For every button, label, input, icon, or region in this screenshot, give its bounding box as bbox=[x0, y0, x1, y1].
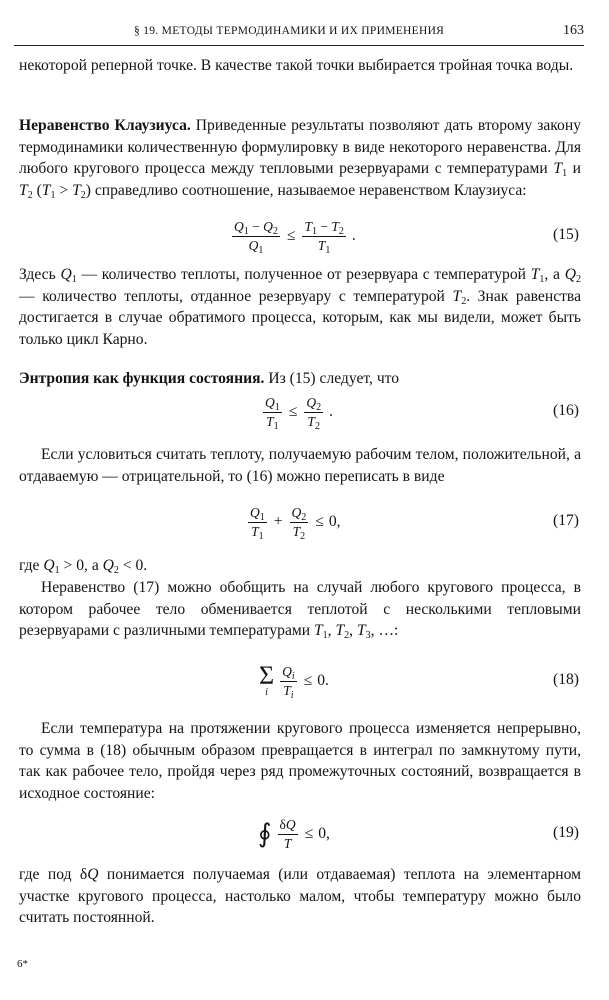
paragraph-clausius: Неравенство Клаузиуса. Приведенные результаты позволяют дать второму закону термодинамики количественную формулировку в виде некоторого неравенства. Для любого кругового процесса между тепловыми резервуарами с температурами $T_1$ и $T_2$ $(T_1 > T_2)$ справедливо соотношение, называемое неравенством Клаузиуса: bbox=[19, 117, 581, 201]
equation-18-number: (18) bbox=[553, 671, 579, 688]
header-rule bbox=[14, 45, 584, 46]
paragraph-reference-point: некоторой реперной точке. В качестве такой точки выбирается тройная точка воды. bbox=[19, 57, 574, 74]
heading-clausius: Неравенство Клаузиуса. bbox=[19, 117, 191, 134]
equation-16: $\frac{Q_1}{T_1}$ ≤ $\frac{Q_2}{T_2}$ . (16) bbox=[265, 394, 579, 432]
paragraph-sign-convention: Если условиться считать теплоту, получаемую рабочим телом, положительной, а отдаваемую — отрицательной, то (16) можно переписать в виде bbox=[19, 446, 581, 485]
equation-17: $\frac{Q_1}{T_1}$ + $\frac{Q_2}{T_2}$ ≤ 0, (17) bbox=[250, 504, 579, 542]
paragraph-delta-q: где под δQ понимается получаемая (или отдаваемая) теплота на элементарном участке кругового процесса, настолько малом, чтобы температуру можно было считать постоянной. bbox=[19, 866, 581, 927]
equation-18: Σ i $\frac{Q_i}{T_i}$ ≤ 0. (18) bbox=[259, 661, 579, 701]
equation-15-number: (15) bbox=[553, 226, 579, 243]
equation-15: $\frac{Q_1 - Q_2}{Q_1}$ ≤ $\frac{T_1 - T_2}{T_1}$ . (15) bbox=[234, 218, 579, 256]
paragraph-continuous: Если температура на протяжении кругового процесса изменяется непрерывно, то сумма в (18) обычным образом превращается в интеграл по замкнутому пути, так как рабочее тело, пройдя через ряд промежуточных состояний, возвращается в исходное состояние: bbox=[19, 720, 581, 802]
heading-entropy: Энтропия как функция состояния. bbox=[19, 370, 265, 387]
page-header bbox=[14, 14, 584, 44]
running-head: § 19. МЕТОДЫ ТЕРМОДИНАМИКИ И ИХ ПРИМЕНЕНИЯ bbox=[134, 25, 445, 37]
paragraph-generalization: Неравенство (17) можно обобщить на случай любого кругового процесса, в котором рабочее тело обменивается теплотой с несколькими тепловыми резервуарами с различными температурами $T_1$, $T_2$, $T_3$, …: bbox=[19, 579, 581, 642]
signature-mark: 6* bbox=[17, 958, 28, 970]
page-number: 163 bbox=[563, 23, 584, 38]
paragraph-entropy: Энтропия как функция состояния. Из (15) следует, что bbox=[19, 370, 400, 387]
paragraph-heat-quantities: Здесь $Q_1$ — количество теплоты, полученное от резервуара с температурой $T_1$, а $Q_2$ — количество теплоты, отданное резервуару с температурой $T_2$. Знак равенства достигается в случае обратимого процесса, которым, как мы видели, может быть только цикл Карно. bbox=[19, 266, 582, 348]
equation-16-number: (16) bbox=[553, 402, 579, 419]
equation-19: ∮ $\frac{\delta Q}{T}$ ≤ 0, (19) bbox=[258, 816, 579, 851]
paragraph-where-q: где $Q_1 > 0$, а $Q_2 < 0$. bbox=[19, 557, 148, 576]
equation-17-number: (17) bbox=[553, 512, 579, 529]
equation-19-number: (19) bbox=[553, 824, 579, 841]
